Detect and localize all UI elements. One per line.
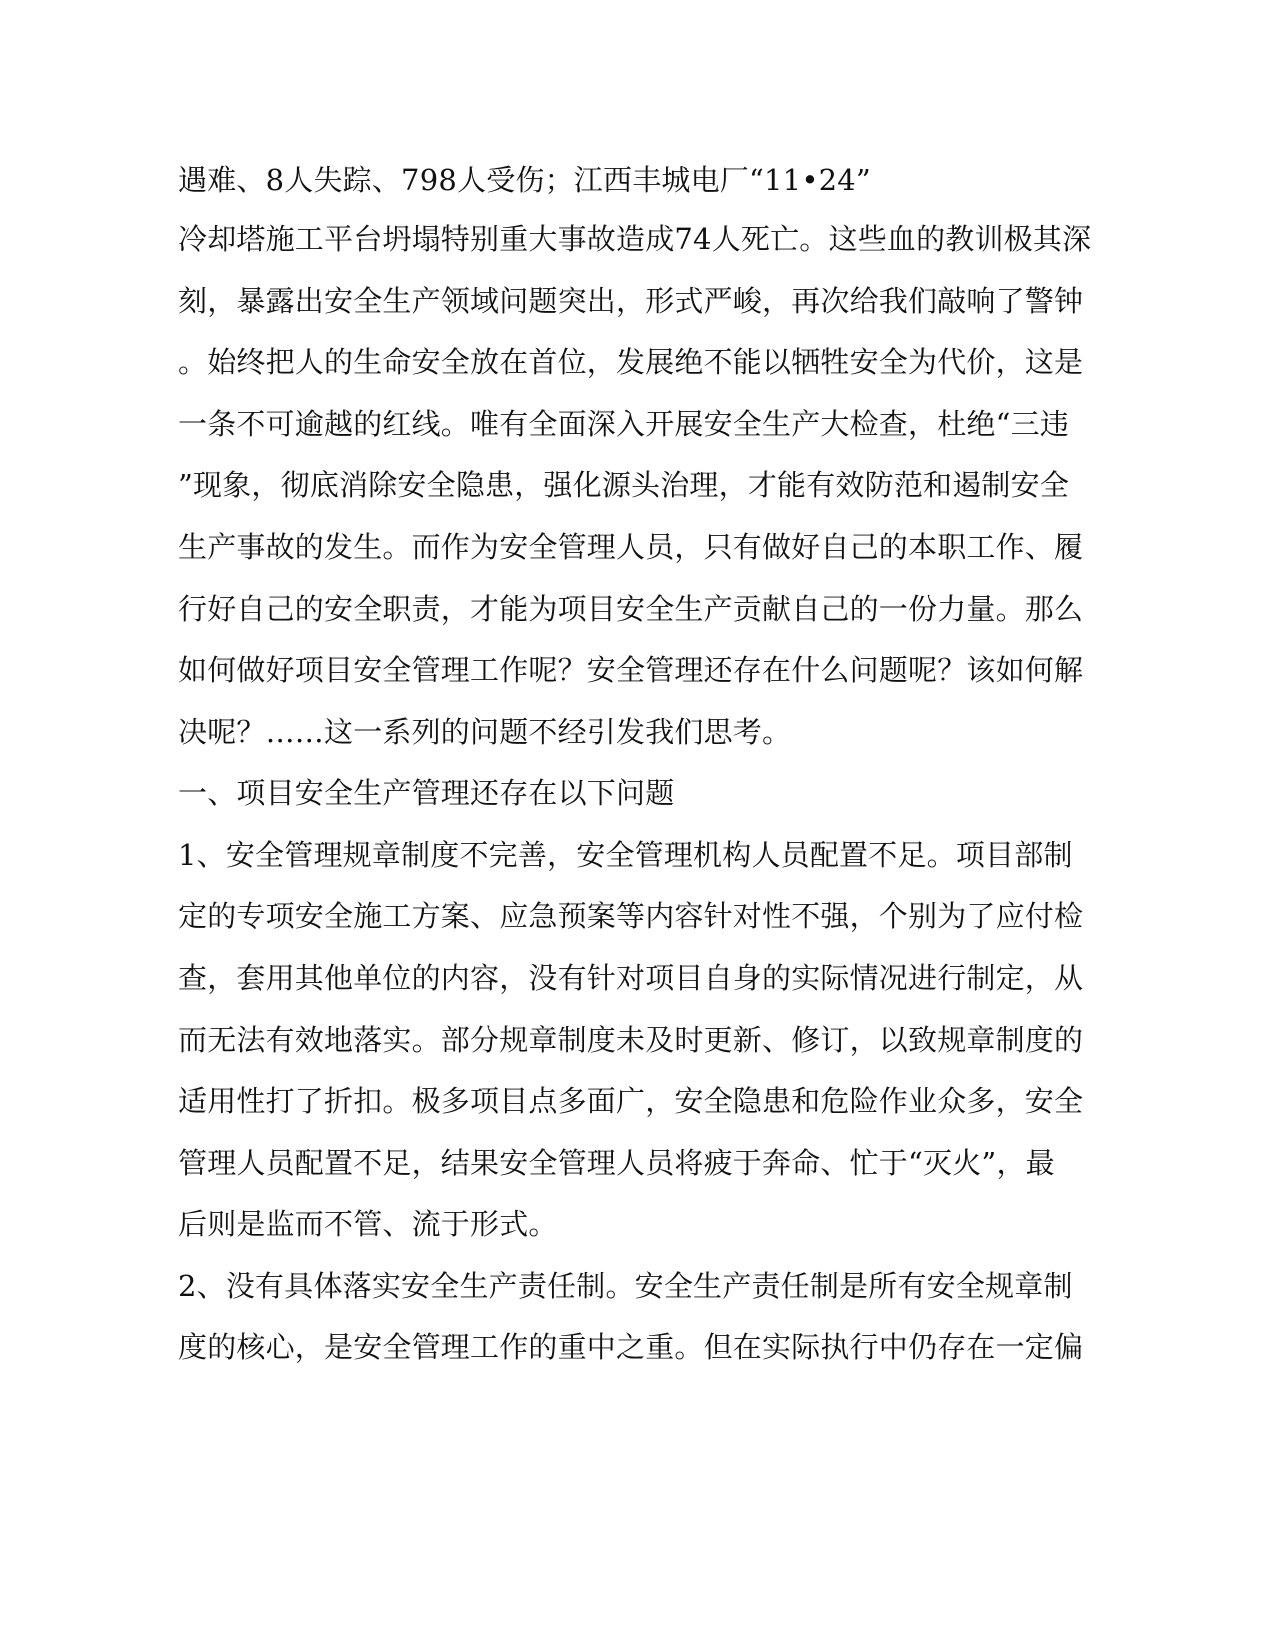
- text-line: 适用性打了折扣。极多项目点多面广，安全隐患和危险作业众多，安全: [178, 1084, 1084, 1118]
- text-line: 一条不可逾越的红线。唯有全面深入开展安全生产大检查，杜绝“三违: [178, 407, 1070, 441]
- text-line: 后则是监而不管、流于形式。: [178, 1207, 558, 1241]
- text-line: 行好自己的安全职责，才能为项目安全生产贡献自己的一份力量。那么: [178, 592, 1084, 626]
- section-heading: 一、项目安全生产管理还存在以下问题: [178, 776, 675, 810]
- text-line: 刻，暴露出安全生产领域问题突出，形式严峻，再次给我们敲响了警钟: [178, 284, 1084, 318]
- text-line: 2、没有具体落实安全生产责任制。安全生产责任制是所有安全规章制: [178, 1269, 1073, 1303]
- text-line: ”现象，彻底消除安全隐患，强化源头治理，才能有效防范和遏制安全: [178, 468, 1070, 502]
- text-line: 1、安全管理规章制度不完善，安全管理机构人员配置不足。项目部制: [178, 838, 1073, 872]
- text-line: 冷却塔施工平台坍塌特别重大事故造成74人死亡。这些血的教训极其深: [178, 222, 1092, 256]
- text-line: 。始终把人的生命安全放在首位，发展绝不能以牺牲安全为代价，这是: [178, 345, 1084, 379]
- text-line: 管理人员配置不足，结果安全管理人员将疲于奔命、忙于“灭火”，最: [178, 1146, 1055, 1180]
- text-line: 而无法有效地落实。部分规章制度未及时更新、修订，以致规章制度的: [178, 1023, 1084, 1057]
- text-line: 生产事故的发生。而作为安全管理人员，只有做好自己的本职工作、履: [178, 530, 1084, 564]
- text-line: 决呢？……这一系列的问题不经引发我们思考。: [178, 715, 792, 749]
- text-line: 度的核心，是安全管理工作的重中之重。但在实际执行中仍存在一定偏: [178, 1330, 1084, 1364]
- text-line: 遇难、8人失踪、798人受伤；江西丰城电厂“11•24”: [178, 163, 871, 197]
- text-line: 定的专项安全施工方案、应急预案等内容针对性不强，个别为了应付检: [178, 899, 1084, 933]
- text-line: 查，套用其他单位的内容，没有针对项目自身的实际情况进行制定，从: [178, 961, 1084, 995]
- text-line: 如何做好项目安全管理工作呢？安全管理还存在什么问题呢？该如何解: [178, 653, 1084, 687]
